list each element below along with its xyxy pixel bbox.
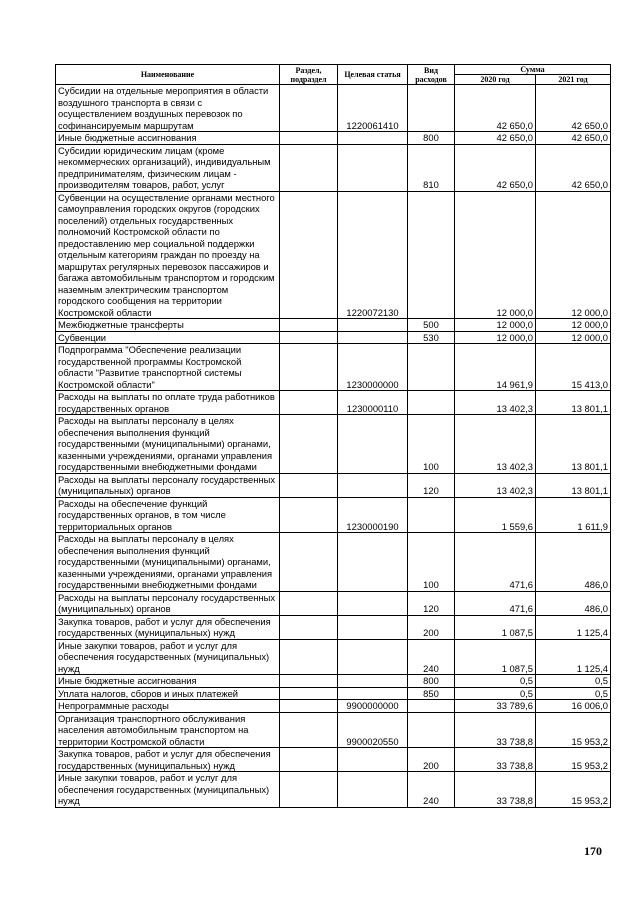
row-amount-2021: 16 006,0 [536, 700, 611, 713]
row-amount-2021: 15 953,2 [536, 748, 611, 772]
table-row [56, 639, 611, 675]
table-row [56, 85, 611, 132]
row-type [408, 191, 455, 319]
row-type [408, 497, 455, 533]
row-name: Расходы на выплаты персоналу в целях обеспечения выполнения функций государственными (муниципальными) органами, казенными учреждениями, органами управления государственными внебюджетными фондами [56, 533, 280, 592]
row-name: Расходы на выплаты по оплате труда работников государственных органов [56, 391, 280, 415]
row-section [280, 473, 338, 497]
header-sum: Сумма [455, 65, 611, 75]
row-target [338, 144, 408, 191]
row-name: Межбюджетные трансферты [56, 319, 280, 332]
table-row [56, 675, 611, 688]
table-row [56, 331, 611, 344]
row-type: 200 [408, 615, 455, 639]
row-amount-2020: 1 087,5 [455, 639, 536, 675]
row-target [338, 319, 408, 332]
table-row [56, 144, 611, 191]
table-row [56, 591, 611, 615]
row-amount-2021: 42 650,0 [536, 144, 611, 191]
row-amount-2020: 13 402,3 [455, 391, 536, 415]
row-type: 100 [408, 415, 455, 474]
row-amount-2021: 13 801,1 [536, 391, 611, 415]
row-amount-2021: 1 611,9 [536, 497, 611, 533]
row-name: Иные бюджетные ассигнования [56, 675, 280, 688]
row-section [280, 700, 338, 713]
row-amount-2020: 42 650,0 [455, 132, 536, 145]
row-section [280, 144, 338, 191]
row-name: Закупка товаров, работ и услуг для обеспечения государственных (муниципальных) нужд [56, 615, 280, 639]
header-target: Целевая статья [338, 65, 408, 85]
row-amount-2020: 33 789,6 [455, 700, 536, 713]
row-section [280, 772, 338, 808]
row-target [338, 473, 408, 497]
row-section [280, 497, 338, 533]
table-row [56, 497, 611, 533]
row-section [280, 748, 338, 772]
row-target: 1230000190 [338, 497, 408, 533]
row-name: Иные закупки товаров, работ и услуг для обеспечения государственных (муниципальных) нужд [56, 639, 280, 675]
row-section [280, 391, 338, 415]
table-row [56, 132, 611, 145]
row-amount-2020: 0,5 [455, 687, 536, 700]
row-name: Уплата налогов, сборов и иных платежей [56, 687, 280, 700]
row-type [408, 344, 455, 391]
row-amount-2021: 12 000,0 [536, 191, 611, 319]
row-name: Иные закупки товаров, работ и услуг для обеспечения государственных (муниципальных) нужд [56, 772, 280, 808]
budget-sheet [55, 64, 610, 808]
row-section [280, 85, 338, 132]
row-amount-2021: 42 650,0 [536, 85, 611, 132]
row-target [338, 748, 408, 772]
row-type: 120 [408, 473, 455, 497]
row-amount-2020: 13 402,3 [455, 473, 536, 497]
table-row [56, 700, 611, 713]
row-section [280, 415, 338, 474]
row-amount-2020: 1 559,6 [455, 497, 536, 533]
row-target: 9900000000 [338, 700, 408, 713]
row-section [280, 344, 338, 391]
table-row [56, 712, 611, 748]
row-type: 240 [408, 639, 455, 675]
row-target [338, 772, 408, 808]
table-row [56, 391, 611, 415]
header-section: Раздел, подраздел [280, 65, 338, 85]
row-target: 1220072130 [338, 191, 408, 319]
row-amount-2021: 12 000,0 [536, 319, 611, 332]
row-name: Непрограммные расходы [56, 700, 280, 713]
row-amount-2021: 1 125,4 [536, 615, 611, 639]
row-amount-2021: 15 953,2 [536, 712, 611, 748]
row-amount-2020: 471,6 [455, 591, 536, 615]
row-amount-2020: 33 738,8 [455, 772, 536, 808]
row-type: 850 [408, 687, 455, 700]
row-target: 1220061410 [338, 85, 408, 132]
row-section [280, 533, 338, 592]
header-year-2020: 2020 год [455, 75, 536, 85]
row-section [280, 132, 338, 145]
row-amount-2020: 42 650,0 [455, 144, 536, 191]
table-row [56, 772, 611, 808]
row-amount-2020: 33 738,8 [455, 712, 536, 748]
row-name: Расходы на выплаты персоналу государственных (муниципальных) органов [56, 591, 280, 615]
row-target: 9900020550 [338, 712, 408, 748]
row-target [338, 687, 408, 700]
row-amount-2020: 12 000,0 [455, 319, 536, 332]
row-type: 500 [408, 319, 455, 332]
row-name: Субсидии на отдельные мероприятия в области воздушного транспорта в связи с осуществлением воздушных перевозок по софинансируемым маршрутам [56, 85, 280, 132]
table-row [56, 415, 611, 474]
row-target [338, 132, 408, 145]
row-target [338, 331, 408, 344]
row-target: 1230000110 [338, 391, 408, 415]
row-amount-2021: 1 125,4 [536, 639, 611, 675]
table-row [56, 533, 611, 592]
header-name: Наименование [56, 65, 280, 85]
table-row [56, 687, 611, 700]
row-amount-2020: 1 087,5 [455, 615, 536, 639]
row-section [280, 615, 338, 639]
row-section [280, 687, 338, 700]
row-section [280, 319, 338, 332]
row-amount-2020: 33 738,8 [455, 748, 536, 772]
row-name: Иные бюджетные ассигнования [56, 132, 280, 145]
row-type: 120 [408, 591, 455, 615]
row-amount-2021: 486,0 [536, 591, 611, 615]
row-amount-2020: 13 402,3 [455, 415, 536, 474]
row-target [338, 533, 408, 592]
row-type: 810 [408, 144, 455, 191]
table-header-row [56, 65, 611, 75]
row-type: 800 [408, 675, 455, 688]
row-type: 240 [408, 772, 455, 808]
row-name: Субвенции [56, 331, 280, 344]
row-type [408, 85, 455, 132]
table-row [56, 191, 611, 319]
row-target [338, 615, 408, 639]
row-amount-2021: 0,5 [536, 687, 611, 700]
row-type: 530 [408, 331, 455, 344]
row-section [280, 712, 338, 748]
row-target [338, 415, 408, 474]
row-type [408, 700, 455, 713]
row-amount-2020: 0,5 [455, 675, 536, 688]
row-section [280, 675, 338, 688]
table-row [56, 748, 611, 772]
row-amount-2020: 14 961,9 [455, 344, 536, 391]
row-section [280, 639, 338, 675]
row-amount-2021: 15 953,2 [536, 772, 611, 808]
table-row [56, 473, 611, 497]
row-amount-2021: 486,0 [536, 533, 611, 592]
table-row [56, 615, 611, 639]
row-amount-2020: 471,6 [455, 533, 536, 592]
row-type: 200 [408, 748, 455, 772]
row-type [408, 391, 455, 415]
row-name: Закупка товаров, работ и услуг для обеспечения государственных (муниципальных) нужд [56, 748, 280, 772]
table-body [56, 85, 611, 808]
row-target: 1230000000 [338, 344, 408, 391]
budget-table [55, 64, 611, 808]
row-target [338, 639, 408, 675]
row-section [280, 191, 338, 319]
header-type: Вид расходов [408, 65, 455, 85]
row-type: 800 [408, 132, 455, 145]
row-amount-2020: 12 000,0 [455, 331, 536, 344]
row-name: Субсидии юридическим лицам (кроме некоммерческих организаций), индивидуальным предпринимателям, физическим лицам - производителям товаров, работ, услуг [56, 144, 280, 191]
row-name: Расходы на выплаты персоналу в целях обеспечения выполнения функций государственными (муниципальными) органами, казенными учреждениями, органами управления государственными внебюджетными фондами [56, 415, 280, 474]
row-section [280, 591, 338, 615]
row-name: Расходы на обеспечение функций государственных органов, в том числе территориальных органов [56, 497, 280, 533]
row-amount-2021: 13 801,1 [536, 415, 611, 474]
row-name: Подпрограмма "Обеспечение реализации государственной программы Костромской области "Развитие транспортной системы Костромской области" [56, 344, 280, 391]
row-amount-2021: 15 413,0 [536, 344, 611, 391]
row-target [338, 591, 408, 615]
row-amount-2021: 12 000,0 [536, 331, 611, 344]
header-year-2021: 2021 год [536, 75, 611, 85]
row-amount-2021: 13 801,1 [536, 473, 611, 497]
row-type: 100 [408, 533, 455, 592]
page-number: 170 [584, 844, 602, 858]
row-name: Расходы на выплаты персоналу государственных (муниципальных) органов [56, 473, 280, 497]
row-name: Организация транспортного обслуживания населения автомобильным транспортом на территории Костромской области [56, 712, 280, 748]
row-amount-2021: 42 650,0 [536, 132, 611, 145]
row-amount-2020: 42 650,0 [455, 85, 536, 132]
row-target [338, 675, 408, 688]
row-type [408, 712, 455, 748]
table-row [56, 344, 611, 391]
row-amount-2021: 0,5 [536, 675, 611, 688]
row-section [280, 331, 338, 344]
row-amount-2020: 12 000,0 [455, 191, 536, 319]
row-name: Субвенции на осуществление органами местного самоуправления городских округов (городских поселений) отдельных государственных полномочий Костромской области по предоставлению мер социальной поддержки отдельным категориям граждан по проезду на маршрутах регулярных перевозок пассажиров и багажа автомобильным транспортом и городским наземным электрическим транспортом городского сообщения на территории Костромской области [56, 191, 280, 319]
table-row [56, 319, 611, 332]
